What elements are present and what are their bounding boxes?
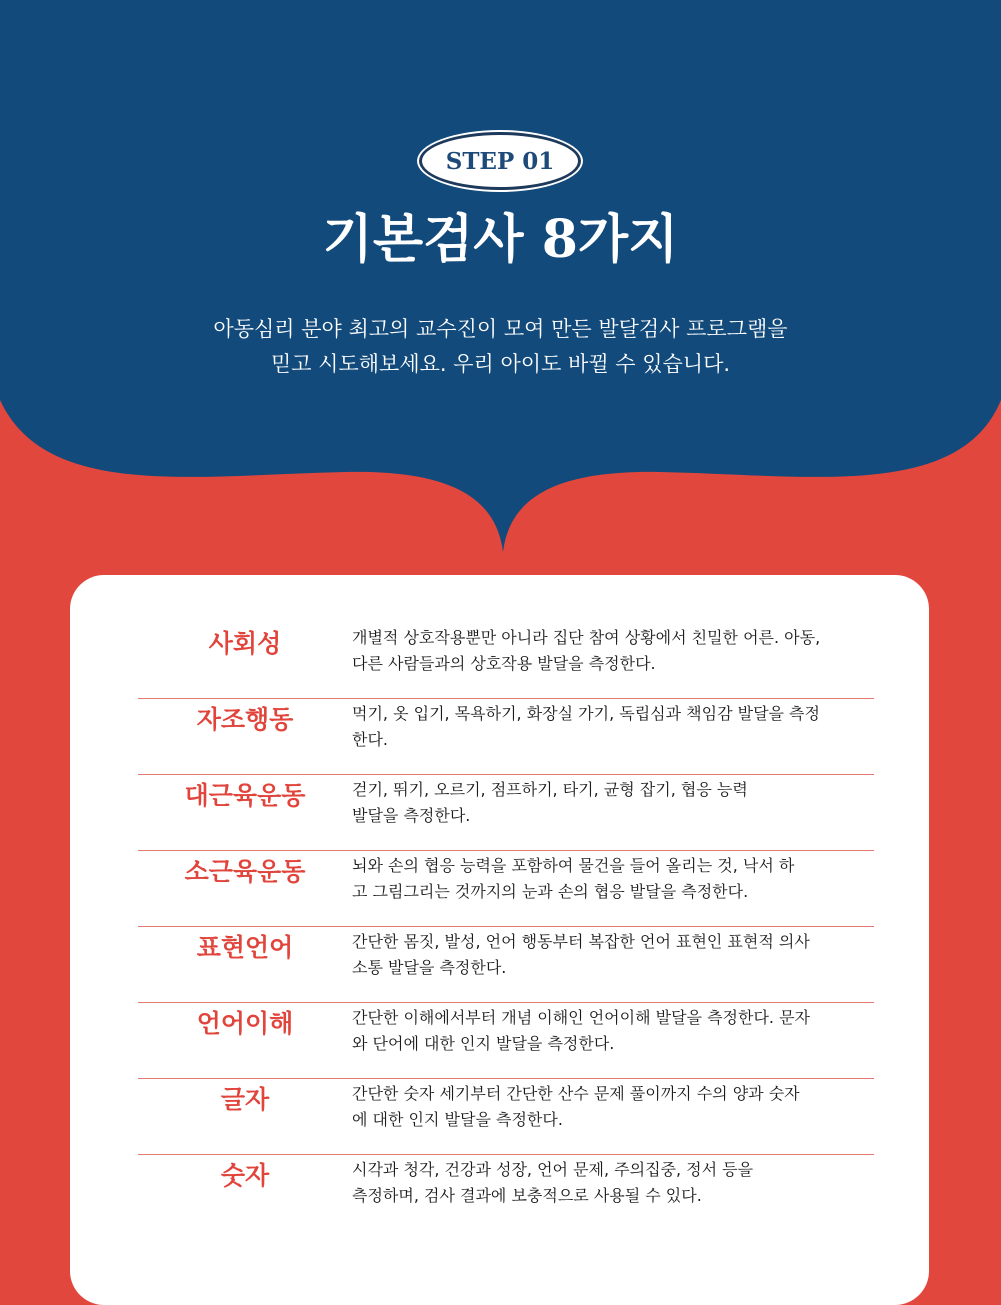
test-name: 언어이해: [196, 1009, 294, 1038]
intro-line: 믿고 시도해보세요. 우리 아이도 바뀔 수 있습니다.: [270, 352, 731, 376]
desc-line: 간단한 몸짓, 발성, 언어 행동부터 복잡한 언어 표현인 표현적 의사: [352, 932, 810, 951]
test-row-letters: [138, 1079, 874, 1155]
desc-line: 개별적 상호작용뿐만 아니라 집단 참여 상황에서 친밀한 어른. 아동,: [352, 628, 821, 647]
header-background: [0, 0, 1001, 560]
page-title: 기본검사 8가지: [322, 209, 679, 270]
test-name: 표현언어: [196, 933, 294, 962]
desc-line: 시각과 청각, 건강과 성장, 언어 문제, 주의집중, 정서 등을: [352, 1160, 754, 1179]
test-description: [352, 775, 874, 829]
test-name: 숫자: [220, 1161, 270, 1190]
desc-line: 에 대한 인지 발달을 측정한다.: [352, 1110, 563, 1129]
test-description: [352, 1155, 874, 1209]
test-description: [352, 851, 874, 905]
desc-line: 뇌와 손의 협응 능력을 포함하여 물건을 들어 올리는 것, 낙서 하: [352, 856, 795, 875]
desc-line: 간단한 이해에서부터 개념 이해인 언어이해 발달을 측정한다. 문자: [352, 1008, 811, 1027]
desc-line: 발달을 측정한다.: [352, 806, 471, 825]
test-description: [352, 927, 874, 981]
desc-line: 먹기, 옷 입기, 목욕하기, 화장실 가기, 독립심과 책임감 발달을 측정: [352, 704, 820, 723]
desc-line: 한다.: [352, 730, 388, 749]
desc-line: 고 그림그리는 것까지의 눈과 손의 협응 발달을 측정한다.: [352, 882, 749, 901]
test-row-gross-motor: [138, 775, 874, 851]
test-name: 자조행동: [196, 705, 294, 734]
desc-line: 다른 사람들과의 상호작용 발달을 측정한다.: [352, 654, 656, 673]
desc-line: 와 단어에 대한 인지 발달을 측정한다.: [352, 1034, 615, 1053]
intro-line: 아동심리 분야 최고의 교수진이 모여 만든 발달검사 프로그램을: [213, 317, 788, 341]
test-row-expressive-language: [138, 927, 874, 1003]
test-description: [352, 1079, 874, 1133]
intro-text: [0, 312, 1001, 382]
test-name: 소근육운동: [184, 857, 306, 886]
desc-line: 간단한 숫자 세기부터 간단한 산수 문제 풀이까지 수의 양과 숫자: [352, 1084, 800, 1103]
test-name: 글자: [220, 1085, 270, 1114]
test-row-language-comprehension: [138, 1003, 874, 1079]
test-row-numbers: [138, 1155, 874, 1231]
test-description: [352, 623, 874, 677]
test-list-card: [70, 575, 929, 1305]
test-row-self-help: [138, 699, 874, 775]
desc-line: 걷기, 뛰기, 오르기, 점프하기, 타기, 균형 잡기, 협응 능력: [352, 780, 748, 799]
test-description: [352, 1003, 874, 1057]
test-name: 사회성: [208, 629, 282, 658]
step-badge: STEP 01: [419, 132, 581, 190]
desc-line: 소통 발달을 측정한다.: [352, 958, 507, 977]
test-row-fine-motor: [138, 851, 874, 927]
desc-line: 측정하며, 검사 결과에 보충적으로 사용될 수 있다.: [352, 1186, 702, 1205]
test-name: 대근육운동: [184, 781, 306, 810]
test-row-social: [138, 623, 874, 699]
test-description: [352, 699, 874, 753]
